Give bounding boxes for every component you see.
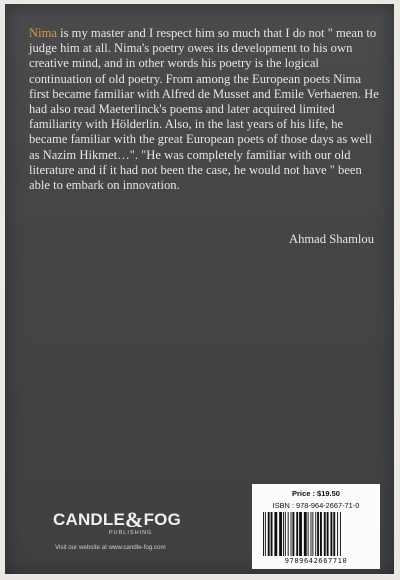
barcode-bar [288, 512, 289, 556]
publisher-logo [53, 507, 181, 536]
book-back-cover [5, 4, 394, 574]
barcode-bar [265, 512, 266, 556]
barcode-bar [315, 512, 316, 556]
barcode-bar [312, 512, 313, 556]
barcode-bar [304, 512, 307, 556]
barcode-bar [299, 512, 302, 556]
barcode-bar [285, 512, 286, 556]
barcode-bar [333, 512, 335, 556]
blurb-quote [29, 26, 381, 193]
quote-author: Ahmad Shamlou [288, 232, 374, 246]
barcode-bar [291, 512, 292, 556]
barcode-bar [296, 512, 298, 556]
barcode-bar [279, 512, 282, 556]
barcode-bar [268, 512, 270, 556]
publisher-website: Visit our website at www.candle-fog.com [55, 544, 166, 551]
barcode-bar [271, 512, 273, 556]
publisher-logo-wordmark [53, 507, 181, 532]
barcode-label [252, 484, 380, 569]
barcode-bar [263, 512, 264, 556]
barcode-digits: 9789642667710 [284, 557, 348, 565]
logo-word-candle: CANDLE [53, 510, 126, 529]
logo-word-fog: FOG [143, 510, 181, 529]
logo-ampersand: & [125, 507, 144, 532]
barcode-bar [283, 512, 284, 556]
barcode-bar [327, 512, 329, 556]
barcode-bar [292, 512, 294, 556]
barcode-bar [311, 512, 312, 556]
blurb-highlight-name: Nima [29, 26, 57, 40]
barcode-bar [317, 512, 319, 556]
barcode-bar [337, 512, 338, 556]
barcode-bar [330, 512, 332, 556]
barcode-bar [340, 512, 341, 556]
barcode-bars [262, 512, 370, 556]
barcode-bar [324, 512, 326, 556]
barcode-bar [320, 512, 322, 556]
barcode-bar [274, 512, 277, 556]
isbn-text: ISBN : 978-964-2667-71-0 [272, 501, 360, 510]
barcode-bar [308, 512, 309, 556]
logo-subtitle: PUBLISHING [109, 530, 153, 536]
price-text: Price : $19.50 [292, 489, 340, 498]
blurb-text: is my master and I respect him so much that I do not " mean to judge him at all. Nima's poetry owes its development to his own creative mind, and in other words his poetry is the logical continuation of old poetry. From among the European poets Nima first became familiar with Alfred de Musset and Emile Verhaeren. He had also read Maeterlinck's poems and later acquired limited familiarity with Hölderlin. Also, in the last years of his life, he became familiar with the great European poets of those days as well as Nazim Hikmet…". "He was completely familiar with our old literature and if it had not been the case, he would not have " been able to embark on innovation. [29, 26, 379, 193]
